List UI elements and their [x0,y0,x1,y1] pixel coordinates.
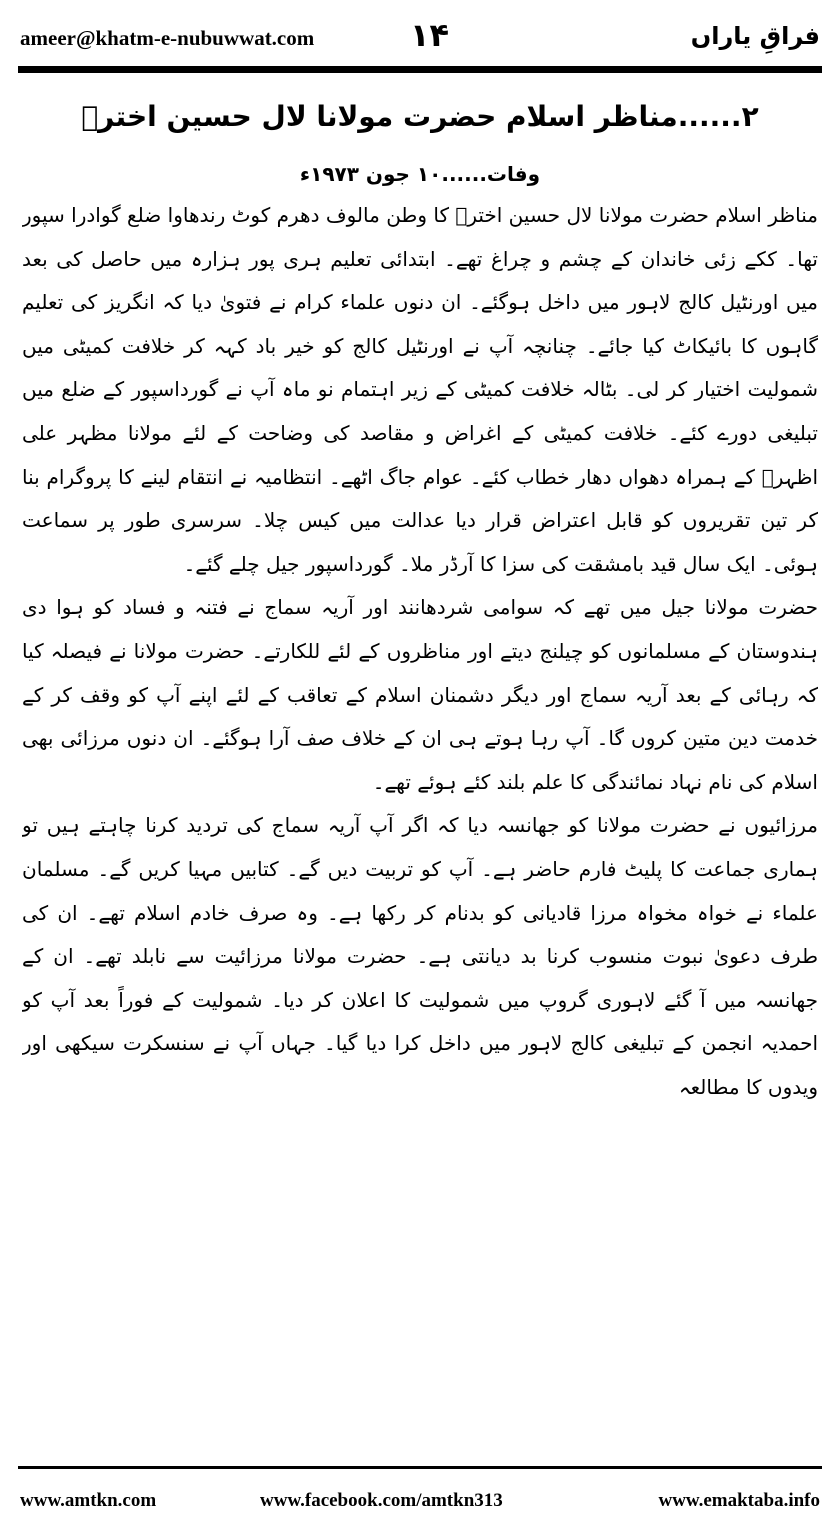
header-divider [18,66,822,73]
header-email: ameer@khatm-e-nubuwwat.com [20,26,315,50]
footer-link-emaktaba: www.emaktaba.info [658,1490,820,1511]
paragraph-3: مرزائیوں نے حضرت مولانا کو جھانسہ دیا کہ اگر آپ آریہ سماج کی تردید کرنا چاہتے ہیں تو ہماری جماعت کا پلیٹ فارم حاضر ہے۔ آپ کو تربیت دیں گے۔ کتابیں مہیا کریں گے۔ مسلمان علماء نے خواہ مخواہ مرزا قادیانی کو بدنام کر رکھا ہے۔ وہ صرف خادم اسلام تھے۔ ان کی طرف دعویٰ نبوت منسوب کرنا بد دیانتی ہے۔ حضرت مولانا مرزائیت سے نابلد تھے۔ ان کے جھانسہ میں آ گئے لاہوری گروپ میں شمولیت کا اعلان کر دیا۔ شمولیت کے فوراً بعد آپ کو احمدیہ انجمن کے تبلیغی کالج لاہور میں داخل کرا دیا گیا۔ جہاں آپ نے سنسکرت سیکھی اور ویدوں کا مطالعہ [22,813,818,1099]
footer-divider [18,1466,822,1469]
page-footer [20,1490,820,1520]
paragraph-1: مناظر اسلام حضرت مولانا لال حسین اخترؒ کا وطن مالوف دھرم کوٹ رندھاوا ضلع گوادرا سپور تھا۔ ککے زئی خاندان کے چشم و چراغ تھے۔ ابتدائی تعلیم ہری پور ہزارہ میں حاصل کی بعد میں اورنٹیل کالج لاہور میں داخل ہوگئے۔ ان دنوں علماء کرام نے فتویٰ دیا کہ انگریز کی تعلیم گاہوں کا بائیکاٹ کیا جائے۔ چنانچہ آپ نے اورنٹیل کالج کو خیر باد کہہ کر خلافت کمیٹی میں شمولیت اختیار کر لی۔ بٹالہ خلافت کمیٹی کے زیر اہتمام نو ماہ آپ نے گورداسپور کے ضلع میں تبلیغی دورے کئے۔ خلافت کمیٹی کے اغراض و مقاصد کی وضاحت کے لئے مولانا مظہر علی اظہرؒ کے ہمراہ دھواں دھار خطاب کئے۔ عوام جاگ اٹھے۔ انتظامیہ نے انتقام لینے کا پروگرام بنا کر تین تقریروں کو قابل اعتراض قرار دیا عدالت میں کیس چلا۔ سرسری طور پر سماعت ہوئی۔ ایک سال قید بامشقت کی سزا کا آرڈر ملا۔ گورداسپور جیل چلے گئے۔ [22,203,818,576]
footer-link-amtkn: www.amtkn.com [20,1490,157,1511]
death-date: وفات......۱۰ جون ۱۹۷۳ء [299,162,541,186]
footer-link-facebook: www.facebook.com/amtkn313 [260,1490,503,1511]
page-header [20,12,820,64]
book-title: فراقِ یاراں [690,22,820,50]
article-heading: ۲......مناظر اسلام حضرت مولانا لال حسین اخترؒ [81,100,759,133]
paragraph-2: حضرت مولانا جیل میں تھے کہ سوامی شردھانند اور آریہ سماج نے فتنہ و فساد کو ہوا دی ہندوستان کے مسلمانوں کو چیلنج دیتے اور مناظروں کے لئے للکارتے۔ حضرت مولانا نے فیصلہ کیا کہ رہائی کے بعد آریہ سماج اور دیگر دشمنان اسلام کے تعاقب کے لئے اپنے آپ کو وقف کر کے خدمت دین متین کروں گا۔ آپ رہا ہوتے ہی ان کے خلاف صف آرا ہوگئے۔ ان دنوں مرزائی بھی اسلام کی نام نہاد نمائندگی کا علم بلند کئے ہوئے تھے۔ [22,595,818,794]
article-body [22,80,818,1450]
page-number: ۱۴ [410,16,450,54]
